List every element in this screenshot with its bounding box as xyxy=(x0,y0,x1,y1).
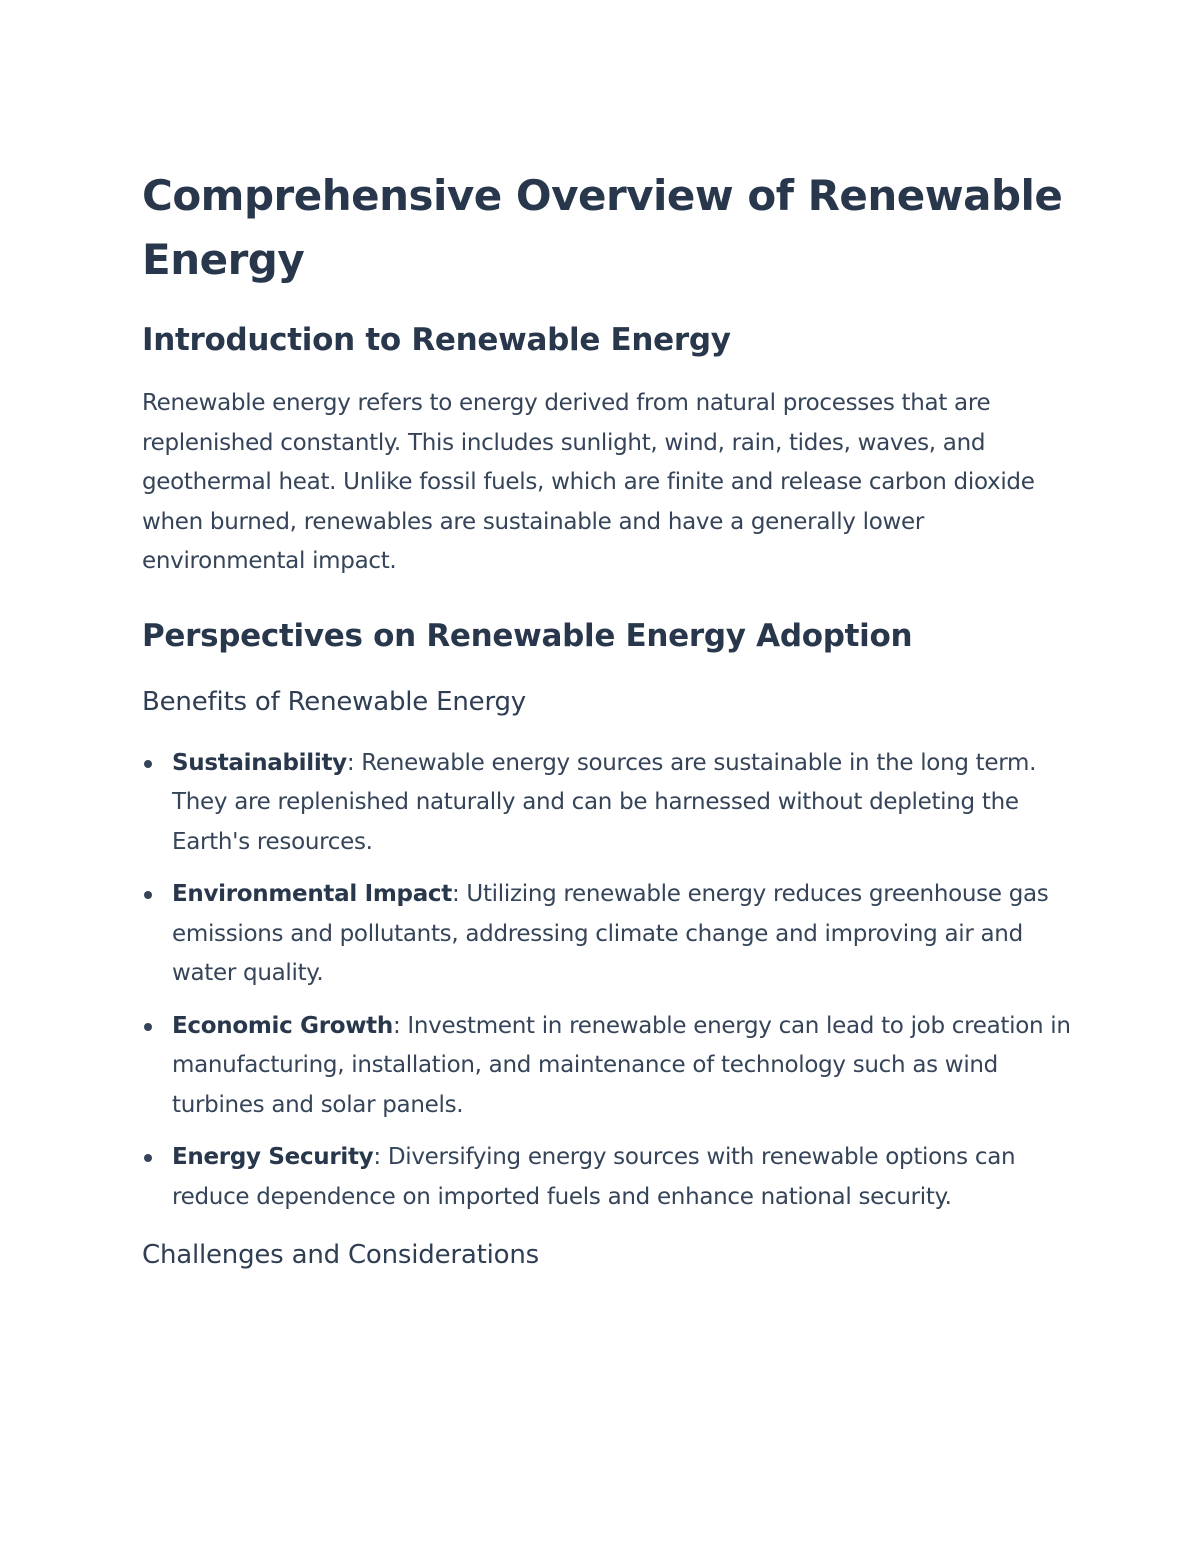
section-heading-perspectives: Perspectives on Renewable Energy Adoption xyxy=(142,617,913,654)
bullet-icon xyxy=(144,760,152,768)
intro-paragraph: Renewable energy refers to energy derived from natural processes that are replenished constantly. This includes sunlight, wind, rain, tides, waves, and geothermal heat. Unlike fossil fuels, which are finite and release carbon dioxide when burned, renewables are sustainable and have a generally lower environmental impact. xyxy=(142,390,1035,574)
list-item-text: : Diversifying energy sources with renewable options can reduce dependence on imported fuels and enhance national security. xyxy=(172,1144,1016,1210)
document-title: Comprehensive Overview of Renewable Energy xyxy=(142,171,1063,284)
list-item-term: Environmental Impact xyxy=(172,881,452,907)
list-item-term: Economic Growth xyxy=(172,1012,393,1039)
list-item xyxy=(142,875,1072,994)
list-item-term: Energy Security xyxy=(172,1144,374,1170)
list-item-text: : Utilizing renewable energy reduces greenhouse gas emissions and pollutants, addressing climate change and improving air and water quality. xyxy=(172,881,1049,986)
list-item xyxy=(142,1007,1072,1126)
bullet-icon xyxy=(144,1154,152,1162)
document-content xyxy=(142,164,1072,1273)
bullet-icon xyxy=(144,1023,152,1031)
subsection-heading-benefits: Benefits of Renewable Energy xyxy=(142,686,526,717)
section-heading-introduction: Introduction to Renewable Energy xyxy=(142,322,731,358)
list-item xyxy=(142,744,1072,863)
list-item-text: : Renewable energy sources are sustainable in the long term. They are replenished naturally and can be harnessed without depleting the Earth's resources. xyxy=(172,749,1037,855)
bullet-icon xyxy=(144,891,152,899)
list-item-term: Sustainability xyxy=(172,749,347,776)
benefits-list xyxy=(142,744,1072,1218)
list-item xyxy=(142,1138,1072,1217)
list-item-text: : Investment in renewable energy can lead to job creation in manufacturing, installation, and maintenance of technology such as wind turbines and solar panels. xyxy=(172,1012,1071,1118)
subsection-heading-challenges: Challenges and Considerations xyxy=(142,1240,539,1270)
